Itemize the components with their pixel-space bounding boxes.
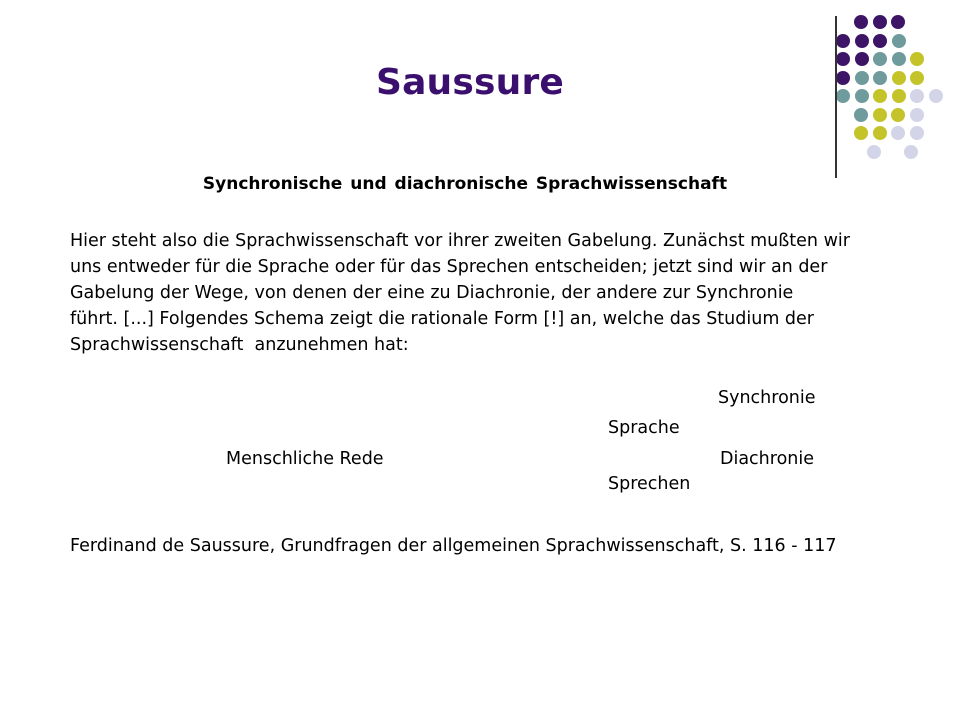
decorative-dot: [854, 15, 868, 29]
decorative-dot: [867, 145, 881, 159]
schema-sprechen: Sprechen: [608, 474, 691, 494]
decorative-dot: [873, 126, 887, 140]
decorative-dot: [891, 108, 905, 122]
decorative-dot: [910, 126, 924, 140]
decorative-dot: [854, 126, 868, 140]
decorative-dot: [891, 15, 905, 29]
decorative-dot: [855, 34, 869, 48]
decorative-dot: [892, 34, 906, 48]
slide-title: Saussure: [375, 62, 565, 103]
schema-synchronie: Synchronie: [718, 388, 816, 408]
paragraph-line: uns entweder für die Sprache oder für das Sprechen entscheiden; jetzt sind wir an der: [70, 257, 828, 277]
decorative-dot: [910, 108, 924, 122]
decorative-dot: [873, 15, 887, 29]
decorative-dot: [904, 145, 918, 159]
slide-subtitle: Synchronische und diachronische Sprachwissenschaft: [202, 174, 728, 194]
decorative-dot: [836, 34, 850, 48]
decorative-dot: [873, 108, 887, 122]
schema-menschliche-rede: Menschliche Rede: [226, 449, 384, 469]
schema-sprache: Sprache: [608, 418, 680, 438]
paragraph-line: Hier steht also die Sprachwissenschaft vor ihrer zweiten Gabelung. Zunächst mußten wir: [70, 231, 850, 251]
paragraph-line: Gabelung der Wege, von denen der eine zu Diachronie, der andere zur Synchronie: [70, 283, 794, 303]
decorative-dot: [891, 126, 905, 140]
quote-paragraph: [70, 228, 920, 358]
paragraph-line: Sprachwissenschaft anzunehmen hat:: [70, 335, 409, 355]
source-citation: Ferdinand de Saussure, Grundfragen der allgemeinen Sprachwissenschaft, S. 116 - 117: [70, 536, 837, 556]
schema-diachronie: Diachronie: [720, 449, 815, 469]
decorative-dot: [854, 108, 868, 122]
decorative-dot: [873, 34, 887, 48]
paragraph-line: führt. [...] Folgendes Schema zeigt die rationale Form [!] an, welche das Studium der: [70, 309, 815, 329]
